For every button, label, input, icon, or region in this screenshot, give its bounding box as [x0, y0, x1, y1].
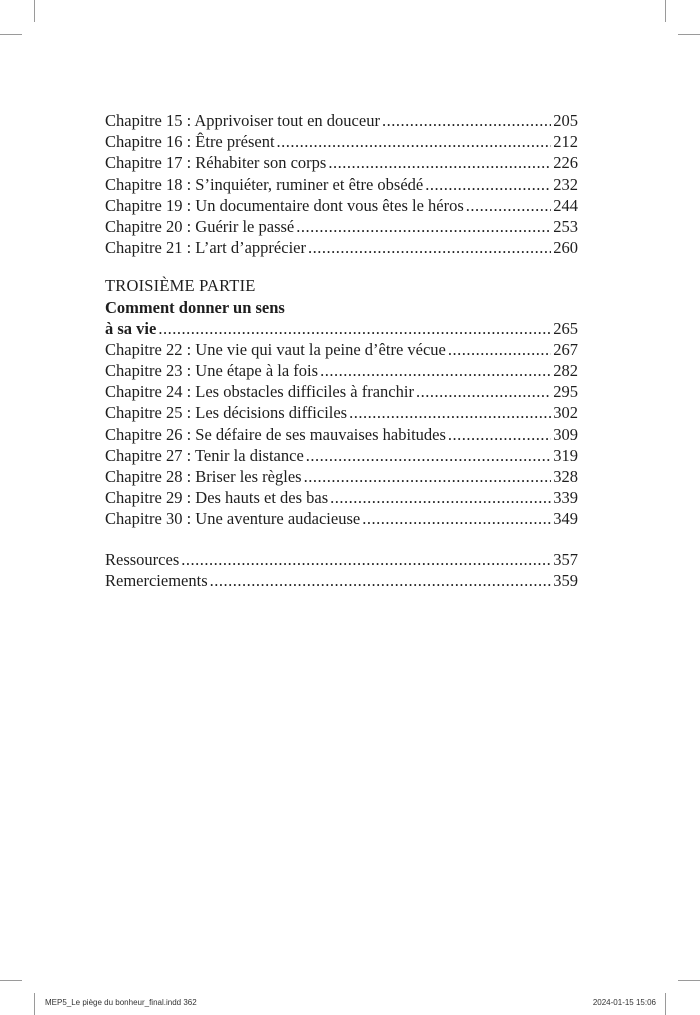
toc-leader-dots — [308, 237, 551, 258]
toc-entry — [105, 508, 578, 529]
toc-entry-label: Chapitre 21 : L’art d’apprécier — [105, 238, 306, 258]
toc-leader-dots — [416, 381, 551, 402]
toc-entry — [105, 424, 578, 445]
toc-entry-page: 205 — [553, 111, 578, 130]
toc-entry-page: 282 — [553, 361, 578, 381]
toc-entry-page: 302 — [553, 403, 578, 423]
crop-mark-right-bottom — [678, 980, 700, 981]
toc-leader-dots — [448, 424, 551, 445]
toc-entry — [105, 216, 578, 237]
toc-entry — [105, 339, 578, 360]
toc-entry-page: 232 — [553, 174, 578, 194]
crop-mark-left-bottom — [0, 980, 22, 981]
toc-group-end-matter — [105, 549, 578, 591]
part-title-continued: à sa vie — [105, 318, 157, 338]
slug-timestamp: 2024-01-15 15:06 — [592, 998, 656, 1007]
toc-group-part2-end — [105, 110, 578, 258]
toc-leader-dots — [448, 339, 551, 360]
toc-entry-page: 319 — [553, 445, 578, 465]
toc-entry-label: Chapitre 27 : Tenir la distance — [105, 445, 304, 465]
toc-leader-dots — [296, 216, 551, 237]
toc-entry-label: Chapitre 30 : Une aventure audacieuse — [105, 509, 361, 529]
toc-entry-label: Chapitre 29 : Des hauts et des bas — [105, 488, 329, 508]
crop-mark-bottom-right — [665, 993, 666, 1015]
toc-leader-dots — [349, 402, 551, 423]
toc-entry-page: 357 — [553, 549, 578, 569]
toc-entry — [105, 174, 578, 195]
toc-entry — [105, 402, 578, 423]
crop-mark-top-left — [34, 0, 35, 22]
toc-entry-label: Chapitre 19 : Un documentaire dont vous êtes le héros — [105, 195, 464, 215]
toc-entry-page: 212 — [553, 132, 578, 152]
toc-entry-page: 309 — [553, 424, 578, 444]
crop-mark-left-top — [0, 34, 22, 35]
toc-entry — [105, 195, 578, 216]
toc-entry-label: Chapitre 15 : Apprivoiser tout en douceur — [105, 111, 380, 130]
toc-entry — [105, 110, 578, 131]
toc-entry-label: Chapitre 22 : Une vie qui vaut la peine d’être vécue — [105, 339, 446, 359]
toc-leader-dots — [382, 110, 551, 131]
crop-mark-top-right — [665, 0, 666, 22]
toc-leader-dots — [362, 508, 551, 529]
toc-entry — [105, 445, 578, 466]
toc-leader-dots — [330, 487, 551, 508]
toc-entry-page: 328 — [553, 467, 578, 486]
toc-entry-label: Ressources — [105, 549, 180, 569]
toc-entry — [105, 237, 578, 258]
toc-entry-page: 226 — [553, 153, 578, 173]
toc-entry-page: 267 — [553, 339, 578, 359]
toc-entry-page: 349 — [553, 509, 578, 529]
toc-entry-page: 339 — [553, 488, 578, 508]
toc-part-entry — [105, 318, 578, 339]
toc-entry-label: Chapitre 16 : Être présent — [105, 132, 275, 152]
toc-entry — [105, 152, 578, 173]
crop-mark-bottom-left — [34, 993, 35, 1015]
toc-entry-label: Chapitre 17 : Réhabiter son corps — [105, 153, 327, 173]
toc-entry-label: Chapitre 24 : Les obstacles difficiles à franchir — [105, 382, 414, 402]
toc-entry-label: Chapitre 28 : Briser les règles — [105, 467, 302, 486]
toc-entry-page: 244 — [553, 195, 578, 215]
toc-entry-page: 265 — [553, 318, 578, 338]
toc-leader-dots — [158, 318, 551, 339]
toc-entry-label: Chapitre 18 : S’inquiéter, ruminer et être obsédé — [105, 174, 424, 194]
toc-leader-dots — [320, 360, 551, 381]
toc-leader-dots — [328, 152, 551, 173]
toc-entry — [105, 381, 578, 402]
toc-leader-dots — [181, 549, 551, 570]
toc-entry — [105, 549, 578, 570]
section-spacer — [105, 530, 578, 549]
toc-entry-label: Chapitre 25 : Les décisions difficiles — [105, 403, 348, 423]
toc-entry — [105, 487, 578, 508]
toc-entry-page: 260 — [553, 238, 578, 258]
toc-entry — [105, 570, 578, 591]
toc-entry-page: 295 — [553, 382, 578, 402]
toc-leader-dots — [277, 131, 552, 152]
table-of-contents — [105, 110, 578, 591]
toc-entry — [105, 360, 578, 381]
crop-mark-right-top — [678, 34, 700, 35]
part-label: TROISIÈME PARTIE — [105, 276, 256, 296]
toc-entry — [105, 131, 578, 152]
toc-leader-dots — [425, 174, 551, 195]
toc-entry — [105, 466, 578, 487]
toc-leader-dots — [306, 445, 551, 466]
slug-file-info: MEP5_Le piège du bonheur_final.indd 362 — [45, 998, 197, 1007]
toc-entry-label: Remerciements — [105, 570, 208, 590]
toc-entry-label: Chapitre 26 : Se défaire de ses mauvaises habitudes — [105, 424, 446, 444]
toc-entry-page: 359 — [553, 570, 578, 590]
toc-entry-label: Chapitre 20 : Guérir le passé — [105, 216, 295, 236]
toc-entry-label: Chapitre 23 : Une étape à la fois — [105, 361, 319, 381]
part-title: Comment donner un sens — [105, 297, 285, 317]
toc-leader-dots — [304, 466, 552, 487]
toc-entry-page: 253 — [553, 216, 578, 236]
toc-leader-dots — [466, 195, 551, 216]
toc-leader-dots — [210, 570, 552, 591]
toc-group-part3 — [105, 339, 578, 530]
